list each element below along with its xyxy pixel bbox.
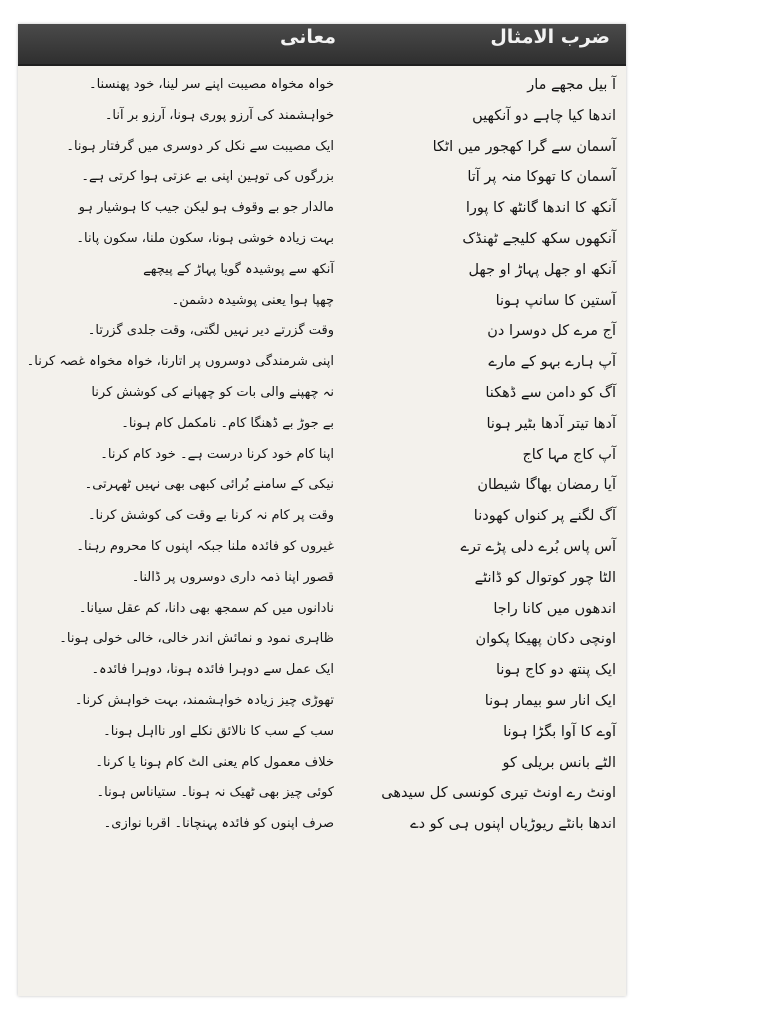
meaning-line: وقت گزرتے دیر نہیں لگتی، وقت جلدی گزرتا۔ (87, 323, 334, 339)
meaning-line: بے جوڑ بے ڈھنگا کام۔ نامکمل کام ہونا۔ (121, 415, 334, 431)
proverb-line: آستین کا سانپ ہونا (495, 292, 616, 309)
proverb-line: اونٹ رے اونٹ تیری کونسی کل سیدھی (381, 785, 616, 802)
page-header-bar (18, 24, 626, 66)
meaning-line: کوئی چیز بھی ٹھیک نہ ہونا۔ ستیاناس ہونا۔ (96, 785, 334, 801)
meaning-line: نادانوں میں کم سمجھ بھی دانا، کم عقل سیانا۔ (78, 600, 334, 616)
proverb-line: آنکھ کا اندھا گانٹھ کا پورا (465, 200, 616, 217)
meaning-line: چھپا ہوا یعنی پوشیدہ دشمن۔ (171, 292, 334, 308)
proverb-line: ایک انار سو بیمار ہونا (484, 692, 616, 709)
proverb-line: آوے کا آوا بگڑا ہونا (503, 723, 616, 740)
meanings-column (24, 70, 334, 840)
meaning-line: غیروں کو فائدہ ملنا جبکہ اپنوں کا محروم رہنا۔ (76, 538, 334, 554)
meaning-line: صرف اپنوں کو فائدہ پہنچانا۔ اقربا نوازی۔ (103, 816, 334, 832)
meaning-line: وقت پر کام نہ کرنا بے وقت کی کوشش کرنا۔ (87, 508, 334, 524)
meaning-line: خواہشمند کی آرزو پوری ہونا، آرزو بر آنا۔ (104, 107, 334, 123)
proverbs-column (336, 70, 616, 840)
meaning-line: ظاہری نمود و نمائش اندر خالی، خالی خولی ہونا۔ (59, 631, 334, 647)
meaning-line: اپنی شرمندگی دوسروں پر اتارنا، خواہ مخواہ غصہ کرنا۔ (26, 354, 334, 370)
meaning-line: بزرگوں کی توہین اپنی بے عزتی ہوا کرتی ہے۔ (81, 169, 334, 185)
meaning-line: نیکی کے سامنے بُرائی کبھی بھی نہیں ٹھہرتی۔ (84, 477, 334, 493)
meaning-line: خلاف معمول کام یعنی الٹ کام ہونا یا کرنا۔ (95, 754, 334, 770)
proverb-line: آیا رمضان بھاگا شیطان (477, 477, 616, 494)
proverb-line: اندھوں میں کانا راجا (493, 600, 616, 617)
meaning-line: ایک مصیبت سے نکل کر دوسری میں گرفتار ہونا۔ (66, 138, 334, 154)
proverb-line: آدھا تیتر آدھا بٹیر ہونا (486, 415, 616, 432)
meaning-line: سب کے سب کا نالائق نکلے اور نااہل ہونا۔ (103, 723, 334, 739)
proverb-line: آسمان کا تھوکا منہ پر آتا (467, 169, 616, 186)
book-page (18, 24, 626, 996)
proverb-line: اندھا کیا چاہے دو آنکھیں (472, 107, 616, 124)
meaning-line: مالدار جو بے وقوف ہو لیکن جیب کا ہوشیار ہو (78, 200, 334, 216)
proverbs-heading: ضرب الامثال (490, 26, 610, 48)
proverb-line: آگ کو دامن سے ڈھکنا (485, 384, 616, 401)
meaning-line: ایک عمل سے دوہرا فائدہ ہونا، دوہرا فائدہ۔ (91, 662, 334, 678)
proverb-line: آپ کاج مہا کاج (522, 446, 616, 463)
meaning-line: نہ چھپنے والی بات کو چھپانے کی کوشش کرنا (91, 384, 334, 400)
meaning-line: تھوڑی چیز زیادہ خواہشمند، بہت خواہش کرنا۔ (74, 692, 334, 708)
proverb-line: آس پاس بُرے دلی پڑے ترے (460, 538, 616, 555)
meaning-line: آنکھ سے پوشیدہ گویا پہاڑ کے پیچھے (143, 261, 334, 277)
proverb-line: آ بیل مجھے مار (527, 77, 616, 93)
proverb-line: آنکھ او جھل پہاڑ او جھل (468, 261, 616, 278)
proverb-line: آسمان سے گرا کھجور میں اٹکا (432, 138, 616, 155)
proverb-line: اندھا بانٹے ریوڑیاں اپنوں ہی کو دے (410, 816, 616, 833)
proverb-line: آپ ہارے بہو کے مارے (488, 354, 616, 371)
meanings-heading: معانی (280, 26, 336, 48)
proverb-line: ایک پنتھ دو کاج ہونا (495, 662, 616, 679)
proverb-line: الٹا چور کوتوال کو ڈانٹے (474, 569, 616, 586)
proverb-line: آنکھوں سکھ کلیجے ٹھنڈک (462, 230, 616, 247)
proverb-line: الٹے بانس بریلی کو (502, 754, 616, 771)
meaning-line: قصور اپنا ذمہ داری دوسروں پر ڈالنا۔ (131, 569, 334, 585)
meaning-line: خواہ مخواہ مصیبت اپنے سر لینا، خود پھنسنا۔ (88, 77, 334, 92)
proverb-line: آج مرے کل دوسرا دن (487, 323, 616, 340)
meaning-line: اپنا کام خود کرنا درست ہے۔ خود کام کرنا۔ (100, 446, 334, 462)
proverb-line: اونچی دکان پھیکا پکوان (475, 631, 616, 648)
proverb-line: آگ لگنے پر کنواں کھودنا (473, 508, 616, 525)
meaning-line: بہت زیادہ خوشی ہونا، سکون ملنا، سکون پانا۔ (76, 230, 334, 246)
